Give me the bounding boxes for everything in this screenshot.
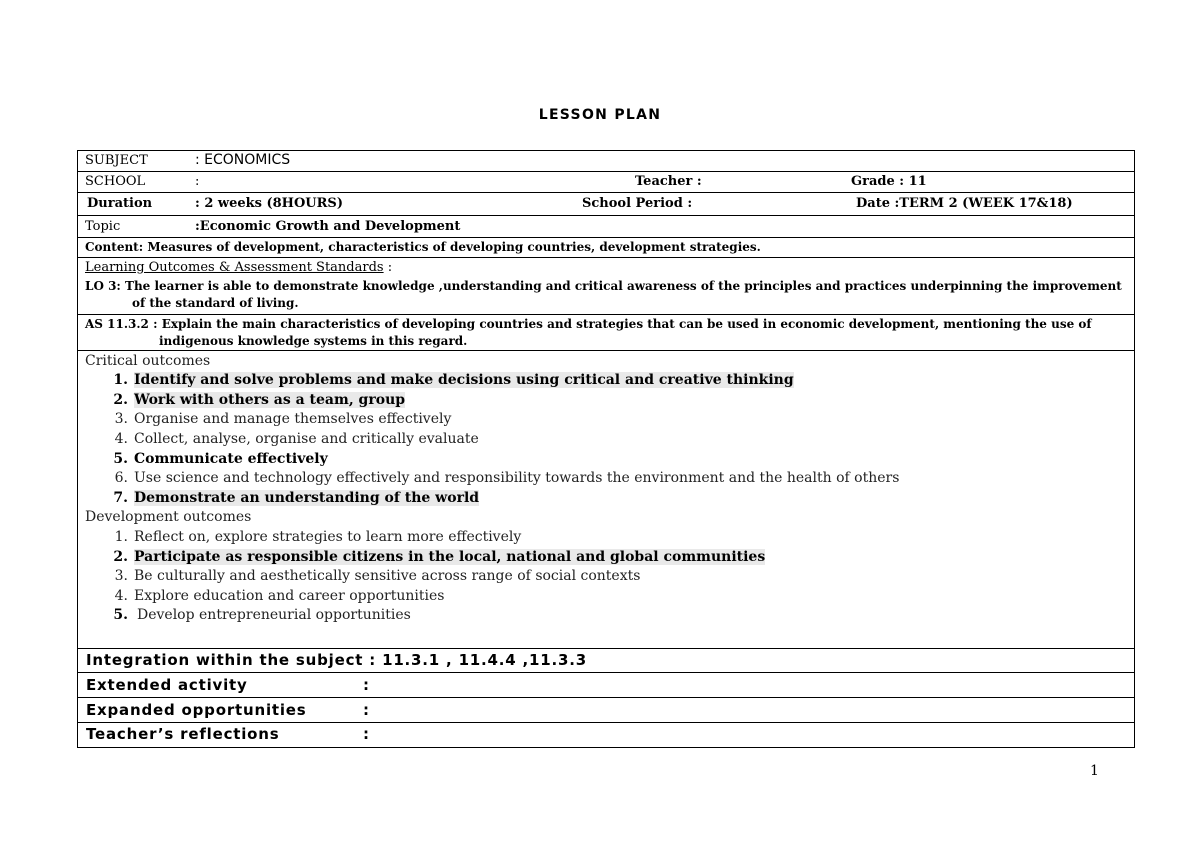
- critical-outcome-4: [106, 431, 479, 447]
- critical-outcomes-heading: Critical outcomes: [85, 353, 211, 369]
- development-outcome-3-num: 3.: [114, 568, 128, 584]
- assessment-standard-row: [78, 315, 1134, 351]
- school-row: [78, 172, 1134, 193]
- subject-value: : ECONOMICS: [195, 152, 291, 168]
- grade-value: Grade : 11: [851, 174, 927, 189]
- school-period-label: School Period :: [582, 196, 693, 211]
- teacher-label: Teacher :: [635, 174, 702, 189]
- critical-outcome-7: [106, 490, 479, 506]
- teachers-reflections-label: Teacher’s reflections: [86, 725, 280, 743]
- critical-outcome-5-text: Communicate effectively: [134, 451, 328, 467]
- development-outcome-1: [106, 529, 521, 545]
- critical-outcome-3-num: 3.: [114, 411, 128, 427]
- expanded-opportunities-row: [78, 698, 1134, 723]
- topic-label: Topic: [85, 219, 121, 234]
- critical-outcome-2-text: Work with others as a team, group: [134, 392, 406, 408]
- teachers-reflections-colon: :: [363, 725, 370, 743]
- outcomes-row: [78, 351, 1134, 649]
- as-line1: AS 11.3.2 : Explain the main characteristics of developing countries and strategies that can be used in economic development, mentioning the use of: [85, 317, 1092, 331]
- critical-outcome-5: [106, 451, 328, 467]
- lesson-plan-table: [77, 150, 1135, 748]
- critical-outcome-6-text: Use science and technology effectively and responsibility towards the environment and the health of others: [134, 470, 900, 486]
- date-value: Date :TERM 2 (WEEK 17&18): [856, 196, 1073, 211]
- critical-outcome-4-text: Collect, analyse, organise and critically evaluate: [134, 431, 479, 447]
- subject-row: [78, 151, 1134, 172]
- critical-outcome-6: [106, 470, 899, 486]
- critical-outcome-5-num: 5.: [113, 451, 128, 467]
- development-outcomes-heading: Development outcomes: [85, 509, 252, 525]
- critical-outcome-2-num: 2.: [113, 392, 128, 408]
- learning-outcomes-heading-text: Learning Outcomes & Assessment Standards: [85, 260, 384, 275]
- expanded-opportunities-colon: :: [363, 701, 370, 719]
- page-number: 1: [1090, 763, 1099, 779]
- critical-outcome-7-num: 7.: [113, 490, 128, 506]
- duration-label: Duration: [87, 196, 153, 211]
- critical-outcome-4-num: 4.: [114, 431, 128, 447]
- duration-row: [78, 193, 1134, 216]
- development-outcome-5: [106, 607, 411, 623]
- extended-activity-label: Extended activity: [86, 676, 248, 694]
- school-label: SCHOOL: [85, 174, 146, 189]
- critical-outcome-1-text: Identify and solve problems and make decisions using critical and creative thinking: [134, 372, 794, 388]
- critical-outcome-1: [106, 372, 794, 388]
- learning-outcomes-row: [78, 258, 1134, 315]
- development-outcome-4-num: 4.: [114, 588, 128, 604]
- learning-outcomes-colon: :: [383, 260, 393, 275]
- page-title: LESSON PLAN: [538, 107, 662, 123]
- critical-outcome-3-text: Organise and manage themselves effectively: [134, 411, 452, 427]
- teachers-reflections-row: [78, 723, 1134, 747]
- topic-value: :Economic Growth and Development: [195, 219, 461, 234]
- content-row: [78, 238, 1134, 258]
- development-outcome-3: [106, 568, 640, 584]
- development-outcome-2-num: 2.: [113, 549, 128, 565]
- lo3-line2: of the standard of living.: [132, 296, 299, 310]
- development-outcome-2: [106, 549, 765, 565]
- development-outcome-1-num: 1.: [114, 529, 128, 545]
- school-value: :: [195, 174, 200, 189]
- integration-text: Integration within the subject : 11.3.1 , 11.4.4 ,11.3.3: [86, 651, 587, 669]
- critical-outcome-1-num: 1.: [113, 372, 128, 388]
- expanded-opportunities-label: Expanded opportunities: [86, 701, 307, 719]
- development-outcome-2-text: Participate as responsible citizens in the local, national and global communities: [134, 549, 766, 565]
- extended-activity-colon: :: [363, 676, 370, 694]
- extended-activity-row: [78, 673, 1134, 698]
- development-outcome-4-text: Explore education and career opportunities: [134, 588, 445, 604]
- development-outcome-5-text: Develop entrepreneurial opportunities: [137, 607, 411, 623]
- critical-outcome-7-text: Demonstrate an understanding of the world: [134, 490, 480, 506]
- topic-row: [78, 216, 1134, 238]
- critical-outcome-6-num: 6.: [114, 470, 128, 486]
- learning-outcomes-heading: [85, 260, 392, 275]
- lo3-line1: LO 3: The learner is able to demonstrate knowledge ,understanding and critical awareness of the principles and practices underpinning the improvement: [85, 279, 1122, 293]
- subject-label: SUBJECT: [85, 153, 148, 168]
- content-text: Content: Measures of development, characteristics of developing countries, development strategies.: [85, 240, 761, 254]
- as-line2: indigenous knowledge systems in this regard.: [159, 334, 468, 348]
- development-outcome-1-text: Reflect on, explore strategies to learn more effectively: [134, 529, 522, 545]
- duration-value: : 2 weeks (8HOURS): [195, 196, 343, 211]
- critical-outcome-2: [106, 392, 405, 408]
- development-outcome-4: [106, 588, 444, 604]
- critical-outcome-3: [106, 411, 451, 427]
- development-outcome-3-text: Be culturally and aesthetically sensitive across range of social contexts: [134, 568, 641, 584]
- development-outcome-5-num: 5.: [113, 607, 128, 623]
- integration-row: [78, 649, 1134, 673]
